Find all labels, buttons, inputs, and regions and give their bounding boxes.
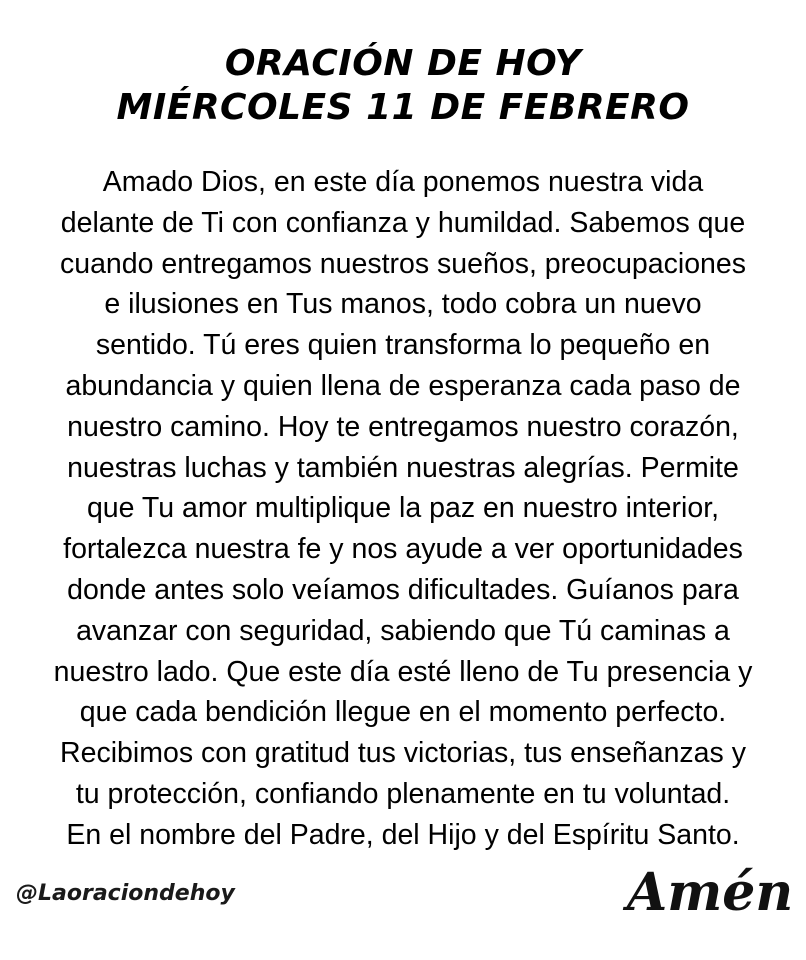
prayer-line: Amado Dios, en este día ponemos nuestra vida [102, 166, 704, 198]
prayer-line: cuando entregamos nuestros sueños, preocupaciones [59, 247, 747, 280]
prayer-line: fortalezca nuestra fe y nos ayude a ver oportunidades [63, 533, 743, 566]
title-line-2: MIÉRCOLES 11 DE FEBRERO [116, 87, 690, 128]
prayer-line: sentido. Tú eres quien transforma lo pequeño en [95, 329, 711, 362]
signature-graphic [626, 858, 794, 928]
social-handle: @Laoraciondehoy [16, 881, 235, 906]
prayer-line: nuestras luchas y también nuestras alegrías. Permite [67, 451, 739, 484]
prayer-line: nuestro camino. Hoy te entregamos nuestro corazón, [67, 410, 739, 443]
amen-signature [626, 858, 794, 928]
prayer-line: En el nombre del Padre, del Hijo y del Espíritu Santo. [66, 818, 740, 851]
prayer-text [20, 162, 786, 856]
prayer-line: delante de Ti con confianza y humildad. Sabemos que [60, 206, 746, 239]
prayer-line: abundancia y quien llena de esperanza cada paso de [65, 369, 741, 402]
prayer-line: que Tu amor multiplique la paz en nuestro interior, [86, 492, 720, 525]
prayer-line: tu protección, confiando plenamente en tu voluntad. [75, 777, 731, 810]
page-title [0, 42, 806, 130]
prayer-line: avanzar con seguridad, sabiendo que Tú caminas a [76, 614, 730, 647]
prayer-line: nuestro lado. Que este día esté lleno de Tu presencia y [53, 655, 753, 688]
prayer-line: donde antes solo veíamos dificultades. Guíanos para [67, 573, 739, 606]
prayer-line: Recibimos con gratitud tus victorias, tus enseñanzas y [60, 737, 746, 770]
prayer-line: e ilusiones en Tus manos, todo cobra un nuevo [104, 288, 702, 321]
signature-text: Amén [626, 862, 794, 923]
title-line-1: ORACIÓN DE HOY [224, 43, 582, 84]
prayer-line: que cada bendición llegue en el momento perfecto. [79, 696, 727, 729]
